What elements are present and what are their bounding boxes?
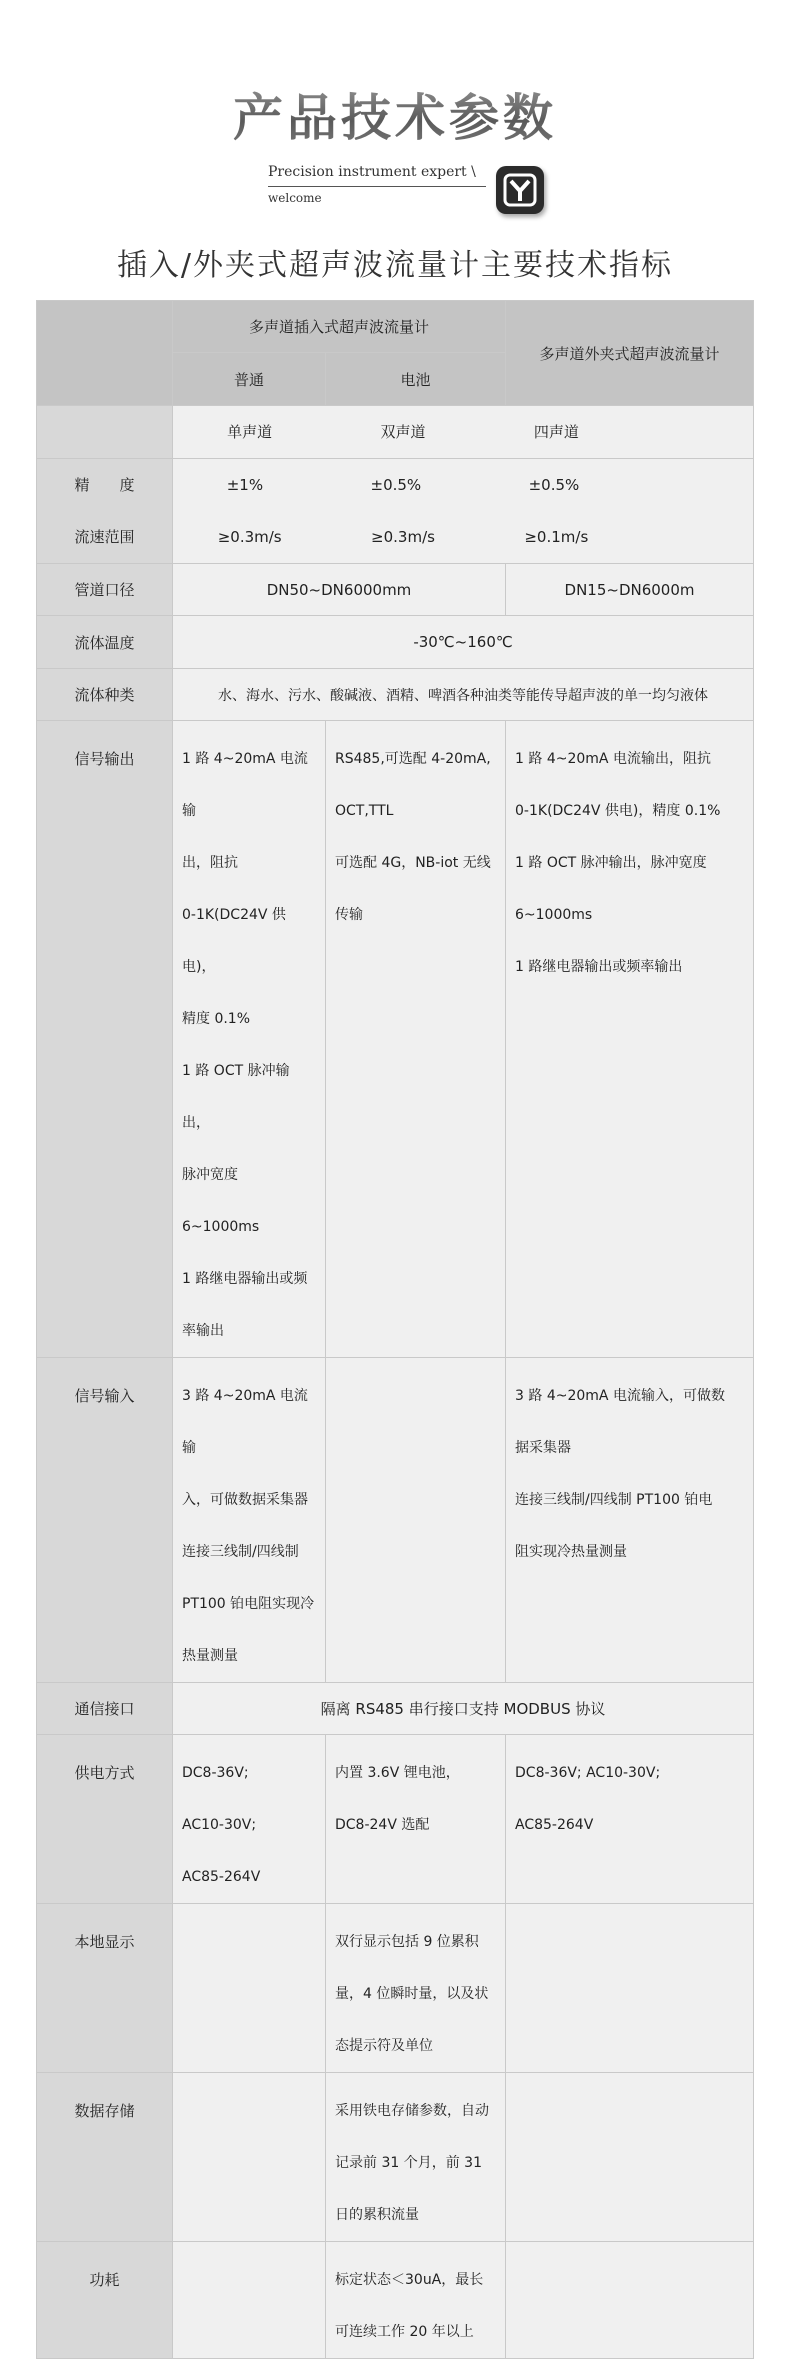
signal-out-label: 信号输出 [74,750,135,768]
signal-out-normal-line: 脉冲宽度 6~1000ms [182,1167,260,1235]
insert-battery-header: 电池 [326,353,506,406]
signal-out-normal-cell [173,721,326,1358]
header-blank-cell [37,301,173,406]
storage-battery-line: 日的累积流量 [335,2207,419,2223]
signal-in-clamp-line: 连接三线制/四线制 PT100 铂电 [515,1492,713,1508]
channel-quad: 四声道 [533,423,579,441]
accuracy-label: 精 度 [74,476,135,494]
accuracy-dual: ±0.5% [370,476,422,494]
pipe-clamp: DN15~DN6000m [506,564,754,616]
signal-out-normal-line: 0-1K(DC24V 供电)， [182,907,286,975]
display-battery-line: 量，4 位瞬时量，以及状 [335,1986,489,2002]
tagline-divider [268,186,486,187]
storage-battery-line: 记录前 31 个月，前 31 [335,2155,482,2171]
comm-value: 隔离 RS485 串行接口支持 MODBUS 协议 [173,1683,754,1735]
display-clamp-cell [506,1904,754,2073]
signal-out-normal-line: 1 路 OCT 脉冲输出， [182,1063,290,1131]
storage-normal-cell [173,2073,326,2242]
signal-in-normal-line: 入，可做数据采集器 [182,1492,308,1508]
accuracy-quad: ±0.5% [528,476,580,494]
accuracy-single: ±1% [226,476,264,494]
consumption-battery-line: 可连续工作 20 年以上 [335,2324,474,2340]
power-label: 供电方式 [74,1764,135,1782]
signal-in-clamp-line: 阻实现冷热量测量 [515,1544,628,1560]
signal-out-battery-line: 可选配 4G，NB-iot 无线 [335,855,491,871]
signal-out-battery-line: RS485,可选配 4-20mA, [335,751,491,767]
signal-out-normal-line: 率输出 [182,1323,224,1339]
consumption-battery-line: 标定状态＜30uA，最长 [335,2272,484,2288]
channels-label-cell [37,406,173,459]
signal-out-normal-line: 1 路 4~20mA 电流输 [182,751,308,819]
signal-out-clamp-cell [506,721,754,1358]
clamp-group-header: 多声道外夹式超声波流量计 [506,301,754,406]
storage-label-cell [37,2073,173,2242]
signal-in-normal-cell [173,1358,326,1683]
signal-in-battery-cell [326,1358,506,1683]
fluid-label: 流体种类 [37,669,173,721]
display-battery-cell [326,1904,506,2073]
signal-in-normal-line: 连接三线制/四线制 [182,1544,299,1560]
display-label-cell [37,1904,173,2073]
storage-battery-line: 采用铁电存储参数，自动 [335,2103,489,2119]
temp-label: 流体温度 [37,616,173,669]
power-battery-cell [326,1735,506,1904]
comm-label: 通信接口 [37,1683,173,1735]
signal-in-clamp-line: 据采集器 [515,1440,572,1456]
storage-clamp-cell [506,2073,754,2242]
signal-out-clamp-line: 1 路 OCT 脉冲输出，脉冲宽度 [515,855,707,871]
signal-out-battery-cell [326,721,506,1358]
consumption-clamp-cell [506,2242,754,2359]
signal-out-clamp-line: 6~1000ms [515,907,593,923]
signal-out-battery-line: OCT,TTL [335,803,394,819]
flow-range-quad: ≥0.1m/s [524,528,589,546]
consumption-label: 功耗 [89,2271,120,2289]
signal-out-clamp-line: 0-1K(DC24V 供电)，精度 0.1% [515,803,721,819]
power-clamp-line: AC85-264V [515,1817,594,1833]
signal-out-label-cell [37,721,173,1358]
signal-in-clamp-cell [506,1358,754,1683]
signal-out-clamp-line: 1 路 4~20mA 电流输出，阻抗 [515,751,711,767]
pipe-label: 管道口径 [37,564,173,616]
signal-in-clamp-line: 3 路 4~20mA 电流输入，可做数 [515,1388,725,1404]
signal-in-normal-line: 热量测量 [182,1648,238,1664]
storage-label: 数据存储 [74,2102,135,2120]
signal-out-battery-line: 传输 [335,907,363,923]
tagline: Precision instrument expert \ [268,164,476,180]
flow-range-dual: ≥0.3m/s [371,528,435,546]
power-clamp-cell [506,1735,754,1904]
power-normal-line: AC10-30V; [182,1817,257,1833]
display-battery-line: 双行显示包括 9 位累积 [335,1934,479,1950]
spec-table [36,300,754,2359]
signal-in-label-cell [37,1358,173,1683]
brand-logo-icon [496,166,544,214]
signal-out-clamp-line: 1 路继电器输出或频率输出 [515,959,683,975]
signal-in-normal-line: PT100 铂电阻实现冷 [182,1596,315,1612]
power-battery-line: 内置 3.6V 锂电池， [335,1765,460,1781]
storage-battery-cell [326,2073,506,2242]
channel-dual: 双声道 [380,423,426,441]
power-label-cell [37,1735,173,1904]
insert-group-header: 多声道插入式超声波流量计 [173,301,506,353]
signal-out-normal-line: 出，阻抗 [182,855,238,871]
accuracy-range-values [173,459,754,564]
display-normal-cell [173,1904,326,2073]
flow-range-single: ≥0.3m/s [217,528,282,546]
power-normal-line: DC8-36V; [182,1765,249,1781]
signal-in-normal-line: 3 路 4~20mA 电流输 [182,1388,308,1456]
channels-row [173,406,754,459]
accuracy-range-labels [37,459,173,564]
tagline-sub: welcome [268,191,322,205]
power-clamp-line: DC8-36V; AC10-30V; [515,1765,661,1781]
display-label: 本地显示 [74,1933,135,1951]
fluid-value: 水、海水、污水、酸碱液、酒精、啤酒各种油类等能传导超声波的单一均匀液体 [173,669,754,721]
consumption-label-cell [37,2242,173,2359]
display-battery-line: 态提示符及单位 [335,2038,433,2054]
signal-in-label: 信号输入 [74,1387,135,1405]
power-normal-line: AC85-264V [182,1869,261,1885]
section-subtitle: 插入/外夹式超声波流量计主要技术指标 [116,248,674,283]
pipe-insert: DN50~DN6000mm [173,564,506,616]
header [0,0,790,300]
page-title: 产品技术参数 [0,78,790,150]
power-battery-line: DC8-24V 选配 [335,1817,430,1833]
power-normal-cell [173,1735,326,1904]
signal-out-normal-line: 精度 0.1% [182,1011,251,1027]
insert-normal-header: 普通 [173,353,326,406]
consumption-normal-cell [173,2242,326,2359]
signal-out-normal-line: 1 路继电器输出或频 [182,1271,308,1287]
flow-range-label: 流速范围 [74,528,135,546]
channel-single: 单声道 [227,423,273,441]
consumption-battery-cell [326,2242,506,2359]
temp-value: -30℃~160℃ [173,616,754,669]
